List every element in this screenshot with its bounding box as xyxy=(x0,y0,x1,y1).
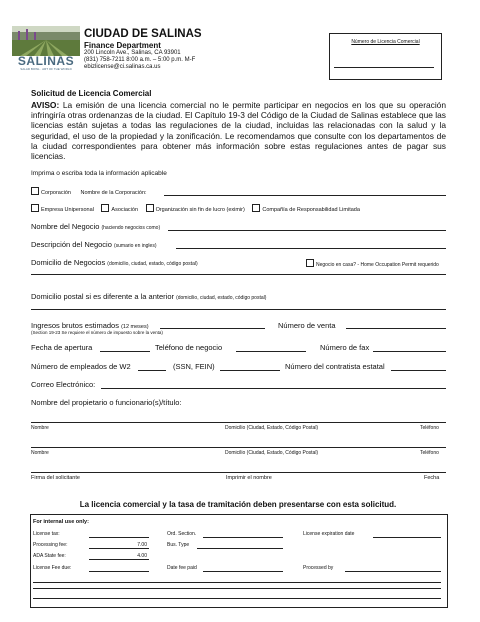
opening-date-label: Fecha de apertura xyxy=(31,343,93,352)
entity-type-row xyxy=(31,204,360,213)
business-name-row xyxy=(31,222,160,231)
license-number-box xyxy=(329,33,442,80)
signature-label: Firma del solicitante xyxy=(31,475,80,481)
fax-field[interactable] xyxy=(373,351,446,352)
license-number-label: Número de Licencia Comercial xyxy=(351,39,420,45)
processed-by-field[interactable] xyxy=(345,571,441,572)
processed-by-label: Processed by xyxy=(303,565,334,571)
address: 200 Lincoln Ave., Salinas, CA 93901 xyxy=(84,50,181,56)
notes-line[interactable] xyxy=(33,588,441,589)
contractor-label: Número del contratista estatal xyxy=(285,362,385,371)
description-label: Descripción del Negocio xyxy=(31,240,112,249)
department-name: Finance Department xyxy=(84,41,161,50)
ssn-field[interactable] xyxy=(220,370,280,371)
email-field[interactable] xyxy=(101,388,446,389)
owner-1-name-label: Nombre xyxy=(31,425,49,431)
sales-number-label: Número de venta xyxy=(278,321,336,330)
license-tax-field[interactable] xyxy=(89,537,149,538)
home-occupation-checkbox[interactable] xyxy=(306,259,314,267)
date-label: Fecha xyxy=(424,475,440,481)
business-address-label: Domicilio de Negocios xyxy=(31,258,106,267)
business-name-label: Nombre del Negocio xyxy=(31,222,100,231)
fee-due-label: License Fee due: xyxy=(33,565,72,571)
bus-type-field[interactable] xyxy=(197,548,283,549)
expiration-field[interactable] xyxy=(373,537,441,538)
ssn-label: (SSN, FEIN) xyxy=(173,362,215,371)
gross-receipts-label: Ingresos brutos estimados xyxy=(31,321,119,330)
owner-2-address-label: Domicilio (Ciudad, Estado, Código Postal) xyxy=(225,450,319,456)
notes-line[interactable] xyxy=(33,582,441,583)
license-tax-label: License tax: xyxy=(33,531,60,537)
nonprofit-checkbox[interactable] xyxy=(146,204,154,212)
postal-address-label: Domicilio postal si es diferente a la anterior xyxy=(31,292,174,301)
ada-fee-field[interactable] xyxy=(89,559,149,560)
corporation-name-field[interactable] xyxy=(164,195,446,196)
fax-label: Número de fax xyxy=(320,343,370,352)
logo-text: SALINAS xyxy=(17,54,75,68)
date-paid-label: Date fee paid xyxy=(167,565,197,571)
notes-line[interactable] xyxy=(33,598,441,599)
signature-line[interactable] xyxy=(31,472,446,473)
llc-checkbox[interactable] xyxy=(252,204,260,212)
owner-1-address-label: Domicilio (Ciudad, Estado, Código Postal) xyxy=(225,425,319,431)
date-paid-field[interactable] xyxy=(203,571,283,572)
ada-fee-label: ADA State fee: xyxy=(33,553,66,559)
home-occupation-label: Negocio en casa? - Home Occupation Permit requerido xyxy=(316,262,439,268)
owner-2-line[interactable] xyxy=(31,447,446,448)
processing-fee-value: 7.00 xyxy=(137,542,147,548)
gross-receipts-row xyxy=(31,321,149,330)
description-row xyxy=(31,240,157,249)
postal-address-note: (domicilio, ciudad, estado, código postal) xyxy=(176,295,267,301)
home-occupation-row xyxy=(306,259,439,268)
bus-type-label: Bus. Type xyxy=(167,542,190,548)
print-note: Imprima o escriba toda la información aplicable xyxy=(31,170,167,177)
salinas-logo xyxy=(12,26,80,72)
owner-label: Nombre del propietario o funcionario(s)/título: xyxy=(31,398,182,407)
business-address-note: (domicilio, ciudad, estado, código postal) xyxy=(107,261,198,267)
expiration-label: License expiration date xyxy=(303,531,355,537)
entity-type-label: Asociación xyxy=(111,207,139,213)
ord-section-label: Ord. Section. xyxy=(167,531,197,537)
corporation-checkbox[interactable] xyxy=(31,187,39,195)
email-label: Correo Electrónico: xyxy=(31,380,96,389)
entity-type-label: Organización sin fin de lucro (eximir) xyxy=(155,207,245,213)
entity-type-label: Empresa Unipersonal xyxy=(41,207,94,213)
employees-field[interactable] xyxy=(138,370,166,371)
description-field[interactable] xyxy=(176,248,446,249)
city-title: CIUDAD DE SALINAS xyxy=(84,28,202,40)
corporation-name-label: Nombre de la Corporación: xyxy=(80,190,147,196)
opening-date-field[interactable] xyxy=(100,351,150,352)
sales-number-field[interactable] xyxy=(346,328,446,329)
partnership-checkbox[interactable] xyxy=(101,204,109,212)
owner-1-phone-label: Teléfono xyxy=(420,425,439,431)
submission-notice: La licencia comercial y la tasa de tramitación deben presentarse con esta solicitud. xyxy=(79,500,397,509)
ord-section-field[interactable] xyxy=(203,537,283,538)
business-phone-label: Teléfono de negocio xyxy=(155,343,223,352)
aviso-label: AVISO: xyxy=(31,100,60,110)
business-address-row xyxy=(31,258,198,267)
description-note: (sumario en ingles) xyxy=(113,243,157,249)
email: ebizlicense@ci.salinas.ca.us xyxy=(84,64,161,70)
gross-receipts-note: (12 meses) xyxy=(121,324,149,330)
business-name-note: (haciendo negocios como) xyxy=(101,225,161,231)
aviso-text: La emisión de una licencia comercial no le permite participar en negocios en los que su operación infringiría otras ordenanzas de la ciudad. El Capítulo 19-3 del Código de la Ciudad de Salinas establece que las licencias están sujetas a todas las regulaciones de la ciudad, incluidas las relacionadas con la salud y la seguridad, el uso de la propiedad y la zonificación. Le recomendamos que consulte con los departamentos de la ciudad correspondientes para obtener más información sobre estas regulaciones antes de pagar sus licencias. xyxy=(31,100,446,162)
processing-fee-field[interactable] xyxy=(89,548,149,549)
employees-label: Número de empleados de W2 xyxy=(31,362,131,371)
print-name-label: Imprimir el nombre xyxy=(226,475,272,481)
business-name-field[interactable] xyxy=(168,230,446,231)
business-address-field[interactable] xyxy=(31,274,446,275)
postal-address-row xyxy=(31,292,266,301)
logo-tagline: SALAD BOWL · ART OF THE WORLD xyxy=(20,67,72,71)
license-number-field[interactable] xyxy=(334,67,434,68)
corporation-row xyxy=(31,187,147,196)
processing-fee-label: Processing fee: xyxy=(33,542,68,548)
gross-receipts-subnote: (Section 19-23 Se requiere el número de impuesto sobre la venta) xyxy=(31,330,163,335)
internal-title: For internal use only: xyxy=(33,519,89,525)
form-title: Solicitud de Licencia Comercial xyxy=(31,89,152,98)
ada-fee-value: 4.00 xyxy=(137,553,147,559)
entity-type-label: Compañía de Responsabilidad Limitada xyxy=(262,207,360,213)
owner-2-phone-label: Teléfono xyxy=(420,450,439,456)
aviso-paragraph xyxy=(31,100,446,161)
gross-receipts-field[interactable] xyxy=(160,328,265,329)
sole-prop-checkbox[interactable] xyxy=(31,204,39,212)
internal-use-box xyxy=(30,514,448,608)
contractor-field[interactable] xyxy=(391,370,446,371)
corporation-label: Corporación xyxy=(41,190,71,196)
business-phone-field[interactable] xyxy=(236,351,306,352)
phone: (831) 758-7211 8:00 a.m. – 5:00 p.m. M-F xyxy=(84,57,196,63)
postal-address-field[interactable] xyxy=(31,309,446,310)
fee-due-field[interactable] xyxy=(89,571,149,572)
owner-2-name-label: Nombre xyxy=(31,450,49,456)
owner-1-line[interactable] xyxy=(31,422,446,423)
